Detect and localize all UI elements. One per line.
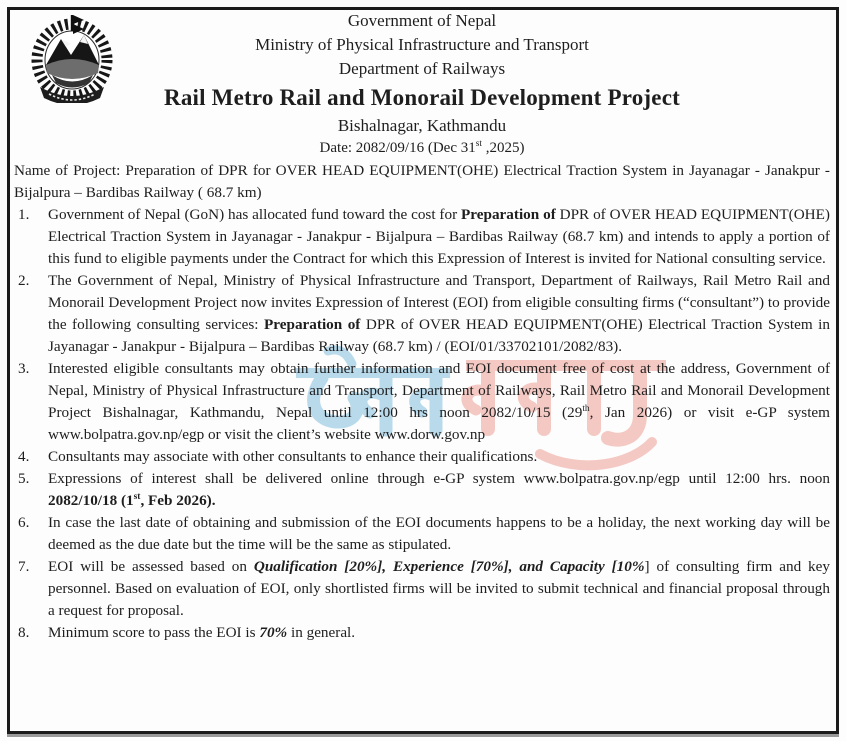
date-line <box>14 138 830 159</box>
item-number: 1. <box>18 206 30 223</box>
org-line-ministry: Ministry of Physical Infrastructure and Transport <box>255 35 589 54</box>
project-title: Rail Metro Rail and Monorail Development Project <box>164 85 680 110</box>
date-ordinal-suffix: st <box>475 139 482 149</box>
org-line-department: Department of Railways <box>338 59 506 78</box>
item-number: 7. <box>18 558 30 575</box>
item-text: Interested eligible consultants may obtain further information and EOI document free of cost at the address, Government of Nepal, Ministry of Physical Infrastructure and Transport, Department of Railways, Rail Metro Rail and Monorail Development Project Bishalnagar, Kathmandu, Nepal until 12:00 hrs noon 2082/10/15 (29th, Jan 2026) or visit e-GP system www.bolpatra.gov.np/egp or visit the client’s website www.dorw.gov.np <box>48 360 830 443</box>
date-suffix: ,2025) <box>481 140 525 156</box>
item-number: 4. <box>18 448 30 465</box>
item-text: Consultants may associate with other consultants to enhance their qualifications. <box>48 448 538 465</box>
list-item <box>14 358 830 446</box>
list-item <box>14 204 830 270</box>
document-header <box>14 9 830 159</box>
date-prefix: Date: 2082/09/16 (Dec 31 <box>319 140 476 156</box>
item-number: 2. <box>18 272 30 289</box>
nepal-coat-of-arms-icon <box>28 11 116 103</box>
item-number: 8. <box>18 624 30 641</box>
list-item <box>14 468 830 512</box>
item-number: 3. <box>18 360 30 377</box>
item-text: The Government of Nepal, Ministry of Physical Infrastructure and Transport, Department of Railways, Rail Metro Rail and Monorail Development Project now invites Expression of Interest (EOI) from eligible consulting firms (“consultant”) to provide the following consulting services: Preparation of DPR of OVER HEAD EQUIPMENT(OHE) Electrical Traction System in Jayanagar - Janakpur - Bijalpura – Bardibas Railway (68.7 km) / (EOI/01/33702101/2082/83). <box>48 272 830 355</box>
project-name-line: Name of Project: Preparation of DPR for OVER HEAD EQUIPMENT(OHE) Electrical Traction System in Jayanagar - Janakpur - Bijalpura – Bardibas Railway ( 68.7 km) <box>14 162 830 201</box>
item-number: 5. <box>18 470 30 487</box>
list-item <box>14 446 830 468</box>
list-item <box>14 622 830 644</box>
eoi-list <box>14 204 830 644</box>
item-text: EOI will be assessed based on Qualification [20%], Experience [70%], and Capacity [10%] of consulting firm and key personnel. Based on evaluation of EOI, only shortlisted firms will be invited to submit technical and financial proposal through a request for proposal. <box>48 558 830 619</box>
list-item <box>14 270 830 358</box>
item-text: In case the last date of obtaining and submission of the EOI documents happens to be a holiday, the next working day will be deemed as the due date but the time will be the same as stipulated. <box>48 514 830 553</box>
org-line-country: Government of Nepal <box>347 11 497 30</box>
project-address: Bishalnagar, Kathmandu <box>337 116 507 135</box>
item-text: Expressions of interest shall be delivered online through e-GP system www.bolpatra.gov.np/egp until 12:00 hrs. noon 2082/10/18 (1st, Feb 2026). <box>48 470 830 509</box>
item-number: 6. <box>18 514 30 531</box>
item-text: Government of Nepal (GoN) has allocated fund toward the cost for Preparation of DPR of OVER HEAD EQUIPMENT(OHE) Electrical Traction System in Jayanagar - Janakpur - Bijalpura – Bardibas Railway (68.7 km) and intends to apply a portion of this fund to eligible payments under the Contract for which this Expression of Interest is invited for National consulting service. <box>48 206 830 267</box>
list-item <box>14 512 830 556</box>
item-text: Minimum score to pass the EOI is 70% in general. <box>48 624 356 641</box>
list-item <box>14 556 830 622</box>
